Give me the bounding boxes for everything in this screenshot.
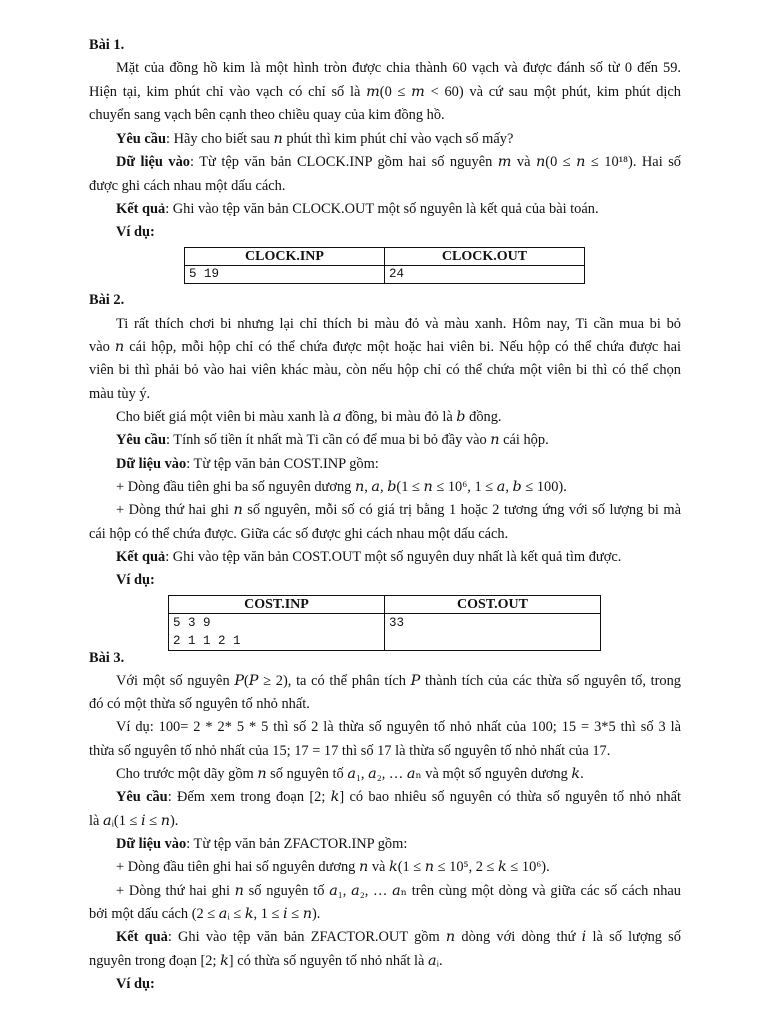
table-cell: 5 19 — [185, 266, 385, 284]
input-text: : Từ tệp văn bản CLOCK.INP gồm hai số nguyên 𝑚 và 𝑛(0 ≤ 𝑛 ≤ 10¹⁸). Hai số — [190, 154, 681, 170]
problem-3-example-heading: Ví dụ: — [116, 976, 155, 992]
input-text: : Từ tệp văn bản COST.INP gồm: — [186, 456, 379, 472]
problem-3-text-line: Cho trước một dãy gồm 𝑛 số nguyên tố 𝑎₁, 𝑎₂, … 𝑎ₙ và một số nguyên dương 𝑘. — [116, 766, 584, 782]
output-label: Kết quả — [116, 929, 168, 945]
problem-3-text-line: Với một số nguyên 𝑃(𝑃 ≥ 2), ta có thể phân tích 𝑃 thành tích của các thừa số nguyên tố, trong — [116, 673, 681, 689]
cost-example-table — [168, 595, 601, 651]
problem-1-text-line: chuyển sang vạch bên cạnh theo chiều quay của kim đồng hồ. — [89, 107, 445, 123]
table-header: COST.INP — [169, 596, 385, 614]
problem-2-title: Bài 2. — [89, 292, 125, 308]
table-header: CLOCK.OUT — [385, 248, 585, 266]
clock-example-table — [184, 247, 585, 284]
problem-2-text-line: Cho biết giá một viên bi màu xanh là 𝑎 đồng, bi màu đỏ là 𝑏 đồng. — [116, 409, 502, 425]
problem-1-title: Bài 1. — [89, 37, 125, 53]
problem-2-example-heading: Ví dụ: — [116, 572, 155, 588]
problem-2-requirement — [116, 432, 681, 449]
problem-1-output — [116, 201, 681, 218]
problem-2-text-line: vào 𝑛 cái hộp, mỗi hộp chỉ có thể chứa được một hoặc hai viên bi. Nếu hộp có thể chứa được hai — [89, 339, 681, 355]
input-label: Dữ liệu vào — [116, 836, 187, 852]
table-header: CLOCK.INP — [185, 248, 385, 266]
table-cell: 33 — [385, 614, 601, 651]
problem-2-text-line: viên bi thì phải bỏ vào hai viên khác màu, còn nếu hộp chỉ có thể chứa một viên bi thì có thể chọn — [89, 362, 681, 378]
problem-2-output — [116, 549, 681, 566]
input-label: Dữ liệu vào — [116, 456, 187, 472]
problem-3-text-line: + Dòng đầu tiên ghi hai số nguyên dương 𝑛 và 𝑘(1 ≤ 𝑛 ≤ 10⁵, 2 ≤ 𝑘 ≤ 10⁶). — [116, 859, 550, 875]
problem-3-requirement — [116, 789, 681, 806]
input-text: : Từ tệp văn bản ZFACTOR.INP gồm: — [186, 836, 408, 852]
requirement-text: : Hãy cho biết sau 𝑛 phút thì kim phút chỉ vào vạch số mấy? — [165, 131, 514, 147]
requirement-text: : Đếm xem trong đoạn [2; 𝑘] có bao nhiêu số nguyên có thừa số nguyên tố nhỏ nhất — [167, 789, 681, 805]
problem-3-text-line: đó có một thừa số nguyên tố nhỏ nhất. — [89, 696, 310, 712]
problem-2-text-line: + Dòng đầu tiên ghi ba số nguyên dương 𝑛, 𝑎, 𝑏(1 ≤ 𝑛 ≤ 10⁶, 1 ≤ 𝑎, 𝑏 ≤ 100). — [116, 479, 567, 495]
output-label: Kết quả — [116, 201, 166, 217]
requirement-text: : Tính số tiền ít nhất mà Ti cần có để mua bi bỏ đầy vào 𝑛 cái hộp. — [165, 432, 549, 448]
requirement-label: Yêu cầu — [116, 789, 168, 805]
problem-3-text-line: là 𝑎ᵢ(1 ≤ 𝑖 ≤ 𝑛). — [89, 813, 179, 829]
requirement-label: Yêu cầu — [116, 432, 166, 448]
problem-1-example-heading: Ví dụ: — [116, 224, 155, 240]
example-label: Ví dụ — [116, 976, 150, 992]
output-text: : Ghi vào tệp văn bản COST.OUT một số nguyên duy nhất là kết quả tìm được. — [165, 549, 622, 565]
problem-3-text-line: bởi một dấu cách (2 ≤ 𝑎ᵢ ≤ 𝑘, 1 ≤ 𝑖 ≤ 𝑛). — [89, 906, 321, 922]
output-text: : Ghi vào tệp văn bản ZFACTOR.OUT gồm 𝑛 dòng với dòng thứ 𝑖 là số lượng số — [167, 929, 681, 945]
problem-3-text-line: Ví dụ: 100= 2 * 2* 5 * 5 thì số 2 là thừa số nguyên tố nhỏ nhất của 100; 15 = 3*5 thì số 3 là — [116, 719, 681, 735]
problem-3-title: Bài 3. — [89, 650, 125, 666]
table-header: COST.OUT — [385, 596, 601, 614]
problem-2-input — [116, 456, 681, 473]
table-cell: 5 3 9 2 1 1 2 1 — [169, 614, 385, 651]
problem-3-text-line: + Dòng thứ hai ghi 𝑛 số nguyên tố 𝑎₁, 𝑎₂, … 𝑎ₙ trên cùng một dòng và giữa các số cách nhau — [116, 883, 681, 899]
problem-2-text-line: + Dòng thứ hai ghi 𝑛 số nguyên, mỗi số có giá trị bằng 1 hoặc 2 tương ứng với số lượng bi mà — [116, 502, 681, 518]
problem-2-text-line: Ti rất thích chơi bi nhưng lại chỉ thích bi màu đỏ và màu xanh. Hôm nay, Ti cần mua bi bỏ — [116, 316, 681, 332]
example-label: Ví dụ — [116, 572, 150, 588]
problem-1-requirement — [116, 131, 681, 148]
requirement-label: Yêu cầu — [116, 131, 166, 147]
problem-3-text-line: thừa số nguyên tố nhỏ nhất của 15; 17 = 17 thì số 17 là thừa số nguyên tố nhỏ nhất của 17. — [89, 743, 611, 759]
problem-1-text-line: Hiện tại, kim phút chỉ vào vạch có chỉ số là 𝑚(0 ≤ 𝑚 < 60) và cứ sau một phút, kim phút dịch — [89, 84, 681, 100]
problem-1-text-line: được ghi cách nhau một dấu cách. — [89, 178, 286, 194]
problem-3-text-line: nguyên trong đoạn [2; 𝑘] có thừa số nguyên tố nhỏ nhất là 𝑎ᵢ. — [89, 953, 443, 969]
problem-3-output — [116, 929, 681, 946]
problem-1-input — [116, 154, 681, 171]
output-label: Kết quả — [116, 549, 166, 565]
problem-2-text-line: cái hộp có thể chứa được. Giữa các số được ghi cách nhau một dấu cách. — [89, 526, 509, 542]
output-text: : Ghi vào tệp văn bản CLOCK.OUT một số nguyên là kết quả của bài toán. — [165, 201, 599, 217]
input-label: Dữ liệu vào — [116, 154, 190, 170]
table-cell: 24 — [385, 266, 585, 284]
problem-1-text-line: Mặt của đồng hồ kim là một hình tròn được chia thành 60 vạch và được đánh số từ 0 đến 59. — [116, 60, 681, 76]
problem-2-text-line: màu tùy ý. — [89, 386, 151, 402]
problem-3-input — [116, 836, 681, 853]
example-label: Ví dụ — [116, 224, 150, 240]
